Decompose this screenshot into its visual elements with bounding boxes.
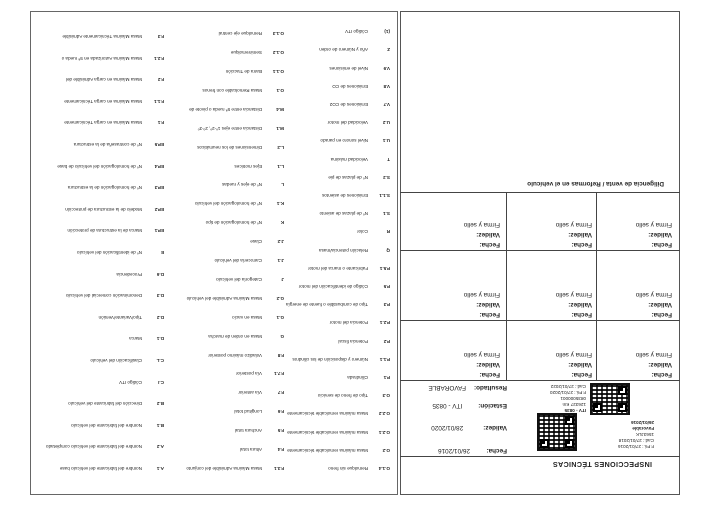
feature-description: Remolque eje central <box>218 31 262 37</box>
feature-code: O.1.3 <box>272 31 284 37</box>
feature-code: F.1 <box>157 120 164 126</box>
sticker-1-line-1: F.Pri.: 27/01/2016 <box>617 444 654 449</box>
feature-code: F.5 <box>277 428 284 434</box>
feature-description: Voladizo máximo posterior <box>208 352 262 358</box>
feature-code: O.1.4 <box>378 466 390 471</box>
feature-code: Z <box>387 47 390 53</box>
feature-row <box>77 250 164 256</box>
feature-code: F.6 <box>277 409 284 415</box>
feature-description: Potencia del motor <box>329 320 368 326</box>
inspection-3-fecha: Fecha: <box>479 371 500 378</box>
feature-description: Nº de identificación del vehículo <box>76 250 142 255</box>
feature-code: D.2 <box>156 314 164 320</box>
feature-row <box>186 466 284 472</box>
feature-row <box>328 174 390 180</box>
inspection-2-rule <box>400 380 680 381</box>
feature-row <box>216 277 284 283</box>
inspection-2-validez: Validez:28/01/2020 <box>431 424 507 431</box>
feature-row <box>215 258 285 264</box>
feature-code: Q <box>386 247 390 253</box>
sticker-2-line-5: Cad.: 27/01/2022 <box>550 384 586 389</box>
feature-description: Emisiones de CO2 <box>329 102 368 107</box>
feature-code: S.1.1 <box>379 193 390 198</box>
feature-row <box>286 302 390 308</box>
feature-row <box>203 88 285 94</box>
feature-row <box>187 295 284 301</box>
feature-row <box>234 409 284 415</box>
feature-row <box>206 220 284 226</box>
feature-code: E <box>160 250 164 255</box>
feature-row <box>234 163 284 169</box>
feature-description: Barra de Tracción <box>225 69 262 75</box>
feature-row <box>68 401 164 407</box>
inspection-3-firma-3: Firma y sello <box>635 351 672 358</box>
feature-code: J.2 <box>277 239 284 245</box>
feature-code: O.1 <box>276 88 284 93</box>
inspection-3-fecha-3: Fecha: <box>651 371 672 378</box>
feature-row <box>129 336 164 342</box>
feature-row <box>308 265 390 271</box>
feature-description: Emisiones de asientos <box>322 193 368 198</box>
feature-code: F.2 <box>157 77 164 83</box>
sticker-2-line-1: ITV - 0835 <box>564 408 586 413</box>
feature-code: O.2 <box>382 447 390 453</box>
feature-row <box>347 375 390 381</box>
feature-description: Fabricante o marca del motor <box>308 265 368 271</box>
feature-code: K.1 <box>276 201 284 207</box>
feature-code: P.1 <box>383 375 390 380</box>
feature-row <box>235 428 284 434</box>
feature-code: J.1 <box>277 258 284 264</box>
feature-code: O.2.2 <box>378 411 390 417</box>
feature-description: Vía posterior <box>235 371 262 377</box>
feature-row <box>62 55 164 61</box>
feature-row <box>67 228 164 234</box>
feature-row <box>287 411 390 417</box>
feature-code: P.2 <box>383 338 390 344</box>
feature-code: (1) <box>384 29 390 35</box>
feature-description: Nº de homologación de tipo <box>205 220 262 226</box>
feature-description: Masa Máxima en carga Técnicamente <box>64 120 142 126</box>
feature-description: Masa en vacío <box>232 314 262 320</box>
sticker-2-line-3: 0835000001 <box>560 396 586 401</box>
feature-code: D.6 <box>156 271 164 277</box>
sticker-1-line-4: Favorable <box>632 426 654 431</box>
feature-description: Código de identificación del motor <box>298 284 368 289</box>
diligencia-title: Diligencia de venta / Reformas en el vehículo <box>527 180 664 187</box>
feature-code: T <box>387 156 390 162</box>
feature-description: Número y disposición de los cilindros <box>292 356 368 362</box>
feature-row <box>330 320 390 326</box>
feature-row <box>238 390 284 396</box>
qr-code-2 <box>590 383 630 415</box>
feature-description: Carrocería del vehículo <box>214 258 262 264</box>
feature-code: L <box>281 182 284 188</box>
feature-row <box>219 31 284 37</box>
feature-row <box>320 211 390 217</box>
feature-row <box>64 120 164 126</box>
inspection-2-resultado: Resultado:FAVORABLE <box>428 384 507 391</box>
feature-code: F.3 <box>157 34 164 39</box>
feature-code: P.3 <box>383 302 390 308</box>
feature-code: F.3.1 <box>274 466 284 471</box>
feature-description: Clasificación del vehículo <box>90 358 142 363</box>
feature-code: P.5.1 <box>379 265 390 271</box>
feature-description: Nº de contraseña de la estructura <box>73 142 142 147</box>
feature-description: Longitud total <box>234 409 262 415</box>
feature-row <box>338 338 390 344</box>
feature-row <box>287 447 390 453</box>
feature-code: V.8 <box>383 83 390 89</box>
feature-code: U.2 <box>382 120 390 126</box>
feature-code: EP.3 <box>154 185 164 191</box>
feature-description: Dirección del fabricante del vehículo <box>68 401 142 407</box>
sticker-1-line-3: 1563JLK <box>635 432 654 437</box>
feature-code: C.I <box>158 379 164 385</box>
feature-row <box>319 47 390 53</box>
inspection-3-fecha-2: Fecha: <box>571 371 592 378</box>
feature-row <box>66 77 164 83</box>
feature-code: G <box>280 333 284 339</box>
feature-description: Masa máxima remolcable técnicamente <box>287 447 368 453</box>
feature-row <box>189 106 284 112</box>
feature-description: Código ITV <box>345 29 368 35</box>
feature-code: EP.4 <box>154 163 164 169</box>
qr-code-1 <box>537 413 577 451</box>
feature-description: Nº de homologación de la estructura <box>67 185 142 191</box>
feature-row <box>116 271 164 277</box>
feature-code: EP.5 <box>154 142 164 147</box>
feature-code: B.2 <box>156 401 164 407</box>
feature-row <box>231 50 284 56</box>
feature-description: Nº de ejes y ruedas <box>222 182 262 188</box>
feature-row <box>65 206 164 212</box>
feature-description: Relación potencia/masa <box>318 247 368 253</box>
feature-row <box>240 447 284 453</box>
feature-code: R <box>386 229 390 235</box>
inspection-3-validez-3: Validez: <box>648 361 672 368</box>
inspection-1-date-label <box>486 447 507 454</box>
inspection-3-validez: Validez: <box>476 361 500 368</box>
feature-row <box>197 144 284 150</box>
feature-code: S.1 <box>383 211 390 217</box>
feature-row <box>90 358 164 364</box>
sticker-2-line-2: 126327 Km <box>562 402 586 407</box>
feature-description: Nº de plazas de pie <box>328 174 368 180</box>
feature-code: A.2 <box>156 444 164 450</box>
feature-code: G.2 <box>276 295 284 301</box>
sticker-1-line-5: 26/01/2016 <box>631 420 654 425</box>
feature-row <box>232 314 284 320</box>
feature-description: Código ITV <box>119 379 142 385</box>
feature-description: Nº de homologación del vehículo <box>194 201 262 207</box>
feature-description: Remolque sin freno <box>328 466 368 471</box>
feature-description: Dimensiones de los neumáticos <box>197 144 262 150</box>
feature-description: Masa Máxima en carga Técnicamente <box>64 98 142 104</box>
feature-code: G.1 <box>276 314 284 320</box>
feature-description: Procedencia <box>116 271 142 277</box>
feature-description: Potencia fiscal <box>338 338 368 344</box>
feature-code: F.4 <box>277 447 284 453</box>
feature-row <box>292 356 390 362</box>
feature-description: Clase <box>250 239 262 245</box>
feature-row <box>64 98 164 104</box>
feature-code: C.L <box>156 358 164 363</box>
feature-description: Nombre del fabricante del vehículo completado <box>45 444 142 450</box>
inspection-3-validez-2: Validez: <box>568 361 592 368</box>
feature-description: Masa Remolcable con frenos <box>202 88 262 93</box>
sticker-2-line-4: F.Pri.: 27/01/2020 <box>549 390 586 395</box>
feature-description: Nº de homologación del vehículo de base <box>57 163 142 169</box>
feature-row <box>208 352 284 358</box>
feature-description: Altura total <box>240 447 262 453</box>
feature-description: Velocidad del motor <box>327 120 368 126</box>
feature-code: P.5 <box>383 284 390 289</box>
feature-code: P.1.1 <box>379 356 390 362</box>
feature-description: Masa Máxima en carga Admisible del <box>65 77 142 83</box>
feature-row <box>321 138 391 144</box>
feature-code: EP.2 <box>154 206 164 212</box>
fecha-label: Fecha: <box>486 447 507 454</box>
feature-row <box>329 65 390 71</box>
feature-description: Nivel sonoro en parado <box>320 138 368 144</box>
feature-description: Año y Número de orden <box>319 47 368 53</box>
feature-description: Anchura total <box>234 428 262 434</box>
feature-row <box>331 156 390 162</box>
feature-code: V.7 <box>383 102 390 107</box>
feature-description: Tipo/Variante/Versión <box>98 314 142 320</box>
feature-row <box>62 34 164 40</box>
feature-description: Emisiones de CO <box>332 83 368 89</box>
feature-code: J <box>281 277 284 282</box>
feature-code: F.7.1 <box>274 371 284 377</box>
inspection-2-estacion: Estación:ITV - 0835 <box>432 402 507 409</box>
feature-row <box>222 182 284 188</box>
feature-row <box>195 201 284 207</box>
feature-code: O.3 <box>382 393 390 399</box>
feature-row <box>74 142 164 148</box>
feature-code: F.8 <box>277 352 284 358</box>
feature-code: O.2.1 <box>378 429 390 435</box>
feature-description: Color <box>357 229 368 235</box>
feature-code: U.1 <box>382 138 390 144</box>
feature-code: P.2.1 <box>379 320 390 326</box>
feature-row <box>357 229 390 235</box>
feature-row <box>330 102 390 108</box>
feature-row <box>99 314 164 320</box>
feature-code: L.2 <box>277 144 284 150</box>
feature-code: EP.1 <box>154 228 164 234</box>
feature-code: A.1 <box>156 466 164 471</box>
inspection-3-firma: Firma y sello <box>463 351 500 358</box>
feature-row <box>319 247 390 253</box>
feature-row <box>119 379 164 385</box>
feature-description: Categoría del vehículo <box>216 277 262 282</box>
feature-row <box>208 333 284 339</box>
feature-description: Masa en orden de marcha <box>208 333 262 339</box>
feature-code: L.1 <box>277 163 284 169</box>
feature-row <box>250 239 284 245</box>
feature-row <box>328 120 390 126</box>
feature-description: Masa Máxima Admisible del vehículo <box>186 295 262 301</box>
feature-code: D.3 <box>156 293 164 299</box>
feature-description: Marca de la estructura de protección <box>67 228 142 234</box>
feature-description: Masa Máxima Autorizada en 5ª rueda o <box>61 55 142 61</box>
feature-description: Nº de plazas de asiento <box>319 211 368 217</box>
feature-row <box>71 422 164 428</box>
feature-description: Cilindrada <box>347 375 368 380</box>
inspection-3-firma-2: Firma y sello <box>555 351 592 358</box>
feature-description: Modelo de la estructura de protección <box>65 206 142 212</box>
feature-code: F.1.1 <box>154 98 164 104</box>
feature-code: B.1 <box>156 422 164 428</box>
feature-code: O.1.1 <box>272 69 284 75</box>
feature-code: F.7 <box>277 390 284 396</box>
feature-code: M.4 <box>276 106 284 112</box>
feature-description: Denominación comercial del vehículo <box>65 293 142 299</box>
feature-code: O.1.2 <box>272 50 284 56</box>
feature-description: Nombre del fabricante del vehículo base <box>59 466 142 471</box>
feature-row <box>198 125 284 131</box>
feature-row <box>345 29 390 35</box>
feature-code: M.1 <box>276 125 284 131</box>
feature-code: V.9 <box>383 65 390 71</box>
feature-row <box>66 293 164 299</box>
feature-description: Marca <box>129 336 142 342</box>
feature-row <box>322 193 390 199</box>
feature-row <box>68 185 164 191</box>
feature-row <box>236 371 284 377</box>
feature-description: Masa Máxima Técnicamente Admisible <box>62 34 142 39</box>
feature-description: Nivel de emisiones <box>329 65 368 71</box>
feature-description: Masa máxima remolcable técnicamente <box>287 429 368 435</box>
feature-row <box>60 466 164 472</box>
sticker-1-line-2: Cad.: 27/01/2018 <box>618 438 654 443</box>
rotated-stage: INSPECCIONES TÉCNICAS Fecha: 26/01/2016 F.Pri.: 27/01/2016 Cad.: 27/01/2018 1563JLK Favorable 26/01/2016 ITV - 0835 126327 Km 0835000001 F.Pri.: 27/01/2020 Cad.: 27/01/2022 Validez:28/01/2020 Estación:ITV - 0835 Resultado:FAVORABLE Fecha: Fecha: Fecha: Validez: Validez: Validez: Firma y sello Firma y sello Firma y sello Fecha: Fecha: Fecha: Validez: Validez: Validez: Firma y sello Firma y sello Firma y sello Fecha: Fecha: Fecha: Validez: Validez: Validez: Firma y sello Firma y sello Firma y sello Diligencia de venta / Reformas en el vehículo A.1Nombre del fabricante del vehículo base A.2Nombre del fabricante del vehículo completado B.1Nombre del fabricante del vehículo B.2Dirección del fabricante del vehículo C.ICódigo ITV C.LClasificación del vehículo D.1Marca D.2Tipo/Variante/Versión D.3Denominación comercial del vehículo D.6Procedencia ENº de identificación del vehículo EP.1Marca de la estructura de protección EP.2Modelo de la estructura de protección EP.3Nº de homologación de la estructura EP.4Nº de homologación del vehículo de base EP.5Nº de contraseña de la estructura F.1Masa Máxima en carga Técnicamente F.1.1Masa Máxima en carga Técnicamente F.2Masa Máxima en carga Admisible del F.2.1Masa Máxima Autorizada en 5ª rueda o F.3Masa Máxima Técnicamente Admisible F.3.1Masa Máxima Admisible del conjunto F.4Altura total F.5Anchura total F.6Longitud total F.7Vía anterior F.7.1Vía posterior F.8Voladizo máximo posterior GMasa en orden de marcha G.1Masa en vacío G.2Masa Máxima Admisible del vehículo JCategoría del vehículo J.1Carrocería del vehículo J.2Clase KNº de homologación de tipo K.1Nº de homologación del vehículo LNº de ejes y ruedas L.1Ejes motrices L.2Dimensiones de los neumáticos M.1Distancia entre ejes 1º-2º, 2º-3º M.4Distancia entre 5ª rueda o pivote de O.1Masa Remolcable con frenos O.1.1Barra de Tracción O.1.2Semirremolque O.1.3Remolque eje central O.1.4Remolque sin freno O.2Masa máxima remolcable técnicamente O.2.1Masa máxima remolcable técnicamente O.2.2Masa máxima remolcable técnicamente O.3Tipo de freno de servicio P.1Cilindrada P.1.1Número y disposición de los cilindros P.2Potencia fiscal P.2.1Potencia del motor P.3Tipo de combustible o fuente de energía P.5Código de identificación del motor P.5.1Fabricante o marca del motor QRelación potencia/masa RColor S.1Nº de plazas de asiento S.1.1Emisiones de asientos S.2Nº de plazas de pie TVelocidad máxima U.1Nivel sonoro en parado U.2Velocidad del motor V.7Emisiones de CO2 V.8Emisiones de CO V.9Nivel de emisiones ZAño y Número de orden (1)Código ITV <box>0 0 720 509</box>
feature-description: Velocidad máxima <box>330 156 368 162</box>
feature-row <box>57 163 164 169</box>
feature-row <box>226 69 284 75</box>
feature-code: D.1 <box>156 336 164 342</box>
feature-row <box>287 429 390 435</box>
feature-row <box>299 284 390 290</box>
feature-description: Tipo de combustible o fuente de energía <box>285 302 368 308</box>
feature-row <box>46 444 164 450</box>
feature-code: K <box>280 220 284 226</box>
inspection-1-date: 26/01/2016 <box>438 447 470 454</box>
feature-code: F.2.1 <box>154 55 164 61</box>
feature-row <box>318 393 390 399</box>
feature-description: Distancia entre 5ª rueda o pivote de <box>189 106 262 112</box>
feature-code: S.2 <box>383 174 390 180</box>
feature-description: Vía anterior <box>238 390 262 396</box>
feature-description: Tipo de freno de servicio <box>317 393 368 399</box>
feature-description: Nombre del fabricante del vehículo <box>71 422 142 428</box>
feature-row <box>332 83 390 89</box>
inspections-title-rule <box>400 456 680 457</box>
feature-description: Masa Máxima Admisible del conjunto <box>186 466 262 471</box>
feature-description: Ejes motrices <box>234 163 262 169</box>
feature-description: Masa máxima remolcable técnicamente <box>287 411 368 417</box>
feature-description: Distancia entre ejes 1º-2º, 2º-3º <box>197 125 262 131</box>
inspections-title: INSPECCIONES TÉCNICAS <box>552 460 652 469</box>
feature-description: Semirremolque <box>230 50 262 56</box>
feature-row <box>328 466 390 472</box>
